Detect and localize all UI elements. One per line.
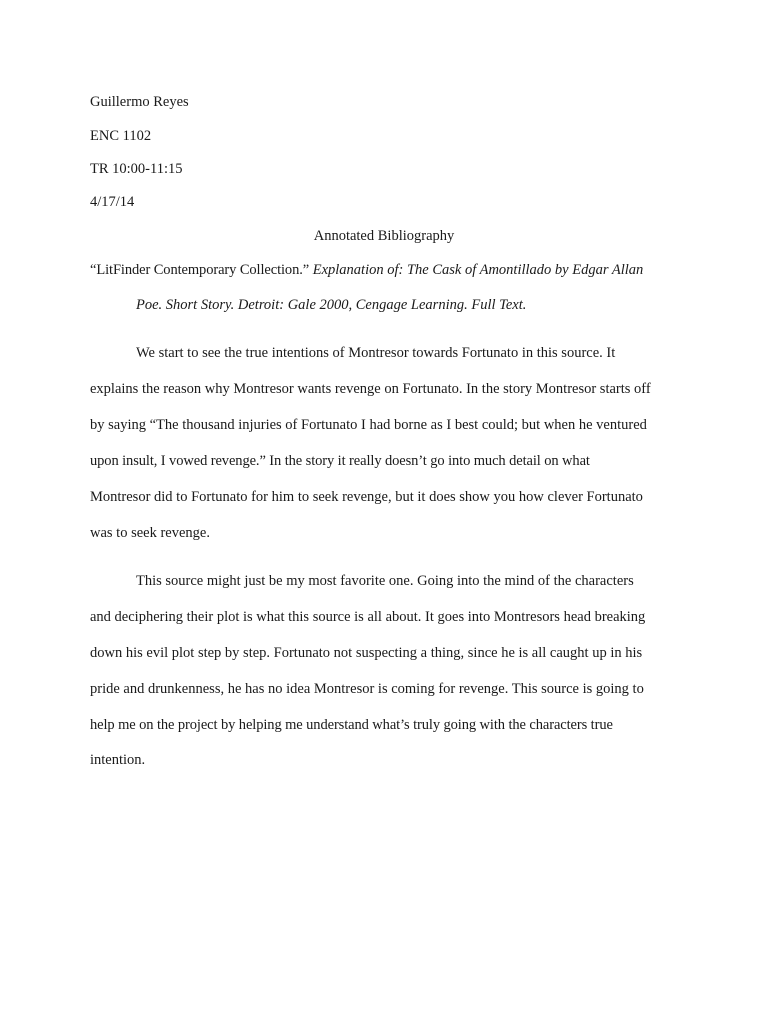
paragraph-2-line: This source might just be my most favorite one. Going into the mind of the characters <box>136 573 634 589</box>
course-code: ENC 1102 <box>90 128 152 144</box>
paragraph-2-line: intention. <box>90 752 146 768</box>
paragraph-2-line: and deciphering their plot is what this source is all about. It goes into Montresors head breaking <box>90 609 646 625</box>
citation-details-line1: Explanation of: The Cask of Amontillado by Edgar Allan <box>309 262 644 278</box>
class-schedule: TR 10:00-11:15 <box>90 161 183 177</box>
paragraph-1-line: was to seek revenge. <box>90 525 210 541</box>
document-date: 4/17/14 <box>90 194 135 210</box>
paragraph-1-line: by saying “The thousand injuries of Fortunato I had borne as I best could; but when he ventured <box>90 417 647 433</box>
paragraph-2-line: pride and drunkenness, he has no idea Montresor is coming for revenge. This source is going to <box>90 681 644 697</box>
citation-first-line <box>90 261 643 279</box>
author-name: Guillermo Reyes <box>90 94 189 110</box>
paragraph-1-line: We start to see the true intentions of Montresor towards Fortunato in this source. It <box>136 345 616 361</box>
citation-details-line2: Poe. Short Story. Detroit: Gale 2000, Cengage Learning. Full Text. <box>136 297 527 313</box>
paragraph-2-line: down his evil plot step by step. Fortunato not suspecting a thing, since he is all caught up in his <box>90 645 643 661</box>
paragraph-2-line: help me on the project by helping me understand what’s truly going with the characters true <box>90 717 613 733</box>
paragraph-1-line: Montresor did to Fortunato for him to seek revenge, but it does show you how clever Fortunato <box>90 489 643 505</box>
document-title: Annotated Bibliography <box>313 228 455 244</box>
paragraph-1-line: upon insult, I vowed revenge.” In the story it really doesn’t go into much detail on what <box>90 453 590 469</box>
paragraph-1-line: explains the reason why Montresor wants revenge on Fortunato. In the story Montresor starts off <box>90 381 651 397</box>
citation-source: “LitFinder Contemporary Collection.” <box>90 262 310 278</box>
